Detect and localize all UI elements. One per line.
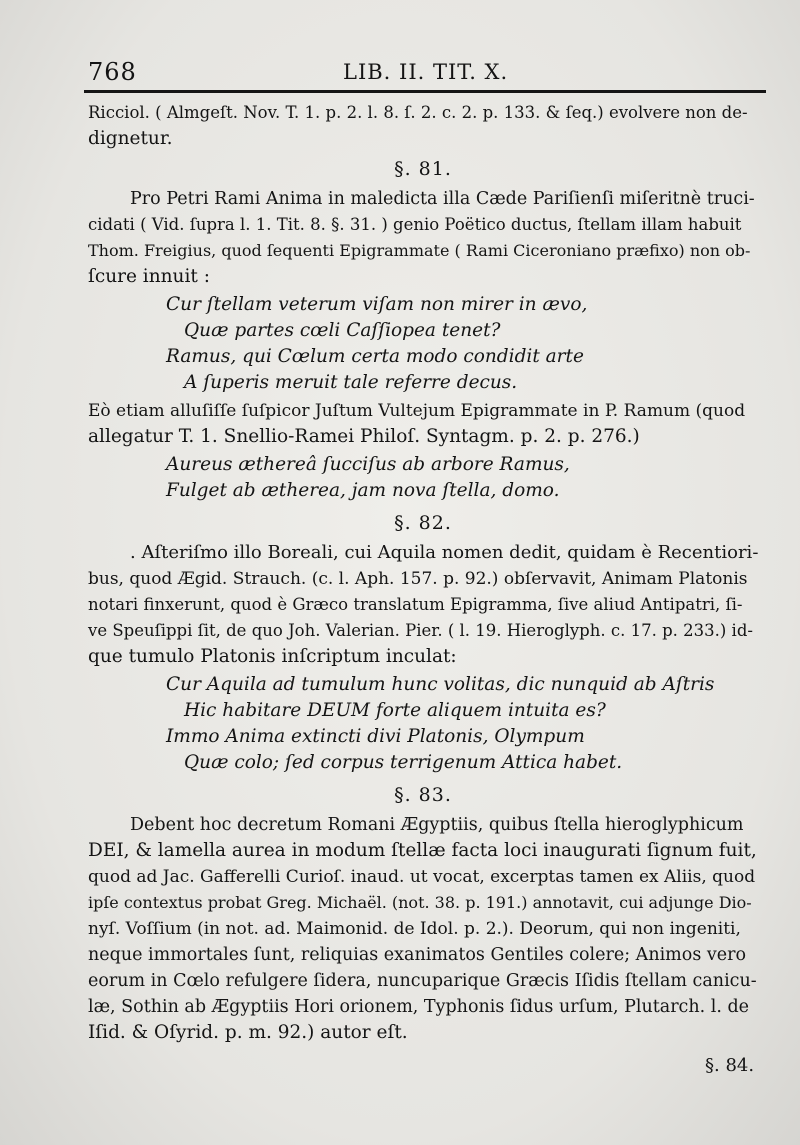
paragraph-81b bbox=[88, 398, 758, 450]
running-title: LIB. II. TIT. X. bbox=[343, 60, 509, 84]
page-number: 768 bbox=[88, 58, 137, 86]
text-line: quod ad Jac. Gafferelli Curioſ. inaud. ut vocat, excerptas tamen ex Aliis, quod bbox=[88, 867, 756, 887]
paragraph-82 bbox=[88, 540, 758, 670]
text-line: Thom. Freigius, quod ſequenti Epigrammate ( Rami Ciceroniano præfixo) non ob- bbox=[88, 241, 751, 260]
text-line: Ricciol. ( Almgeſt. Nov. T. 1. p. 2. l. 8. ſ. 2. c. 2. p. 133. & ſeq.) evolvere non de- bbox=[88, 103, 748, 122]
section-heading-83: §. 83. bbox=[394, 784, 452, 806]
verse-line: A ſuperis meruit tale referre decus. bbox=[184, 372, 518, 393]
text-line: . Aſteriſmo illo Boreali, cui Aquila nomen dedit, quidam è Recentiori- bbox=[130, 542, 759, 563]
text-line: eorum in Cœlo refulgere ſidera, nuncuparique Græcis Iſidis ſtellam canicu- bbox=[88, 971, 757, 991]
verse-line: Immo Anima extincti divi Platonis, Olympum bbox=[166, 726, 585, 747]
header-rule bbox=[84, 90, 766, 93]
text-line: DEI, & lamella aurea in modum ſtellæ facta loci inaugurati ſignum fuit, bbox=[88, 840, 757, 861]
text-line: cidati ( Vid. ſupra l. 1. Tit. 8. §. 31. ) genio Poëtico ductus, ſtellam illam habuit bbox=[88, 215, 742, 234]
paragraph-81 bbox=[88, 186, 758, 290]
verse-line: Quæ partes cœli Caſſiopea tenet? bbox=[184, 320, 501, 341]
text-line: bus, quod Ægid. Strauch. (c. l. Aph. 157. p. 92.) obſervavit, Animam Platonis bbox=[88, 569, 748, 589]
verse-line: Aureus æthereâ ſucciſus ab arbore Ramus, bbox=[166, 454, 570, 475]
text-line: Iſid. & Oſyrid. p. m. 92.) autor eſt. bbox=[88, 1022, 408, 1043]
body-text bbox=[88, 100, 758, 1046]
section-heading-81: §. 81. bbox=[394, 158, 452, 180]
text-line: dignetur. bbox=[88, 128, 173, 149]
text-line: notari finxerunt, quod è Græco translatum Epigramma, ſive aliud Antipatri, ſi- bbox=[88, 595, 743, 614]
paragraph-83 bbox=[88, 812, 758, 1046]
text-line: nyſ. Voſſium (in not. ad. Maimonid. de Idol. p. 2.). Deorum, qui non ingeniti, bbox=[88, 919, 741, 939]
text-line: Debent hoc decretum Romani Ægyptiis, quibus ſtella hieroglyphicum bbox=[130, 815, 744, 835]
text-line: que tumulo Platonis inſcriptum inculat: bbox=[88, 646, 457, 667]
verse-line: Hic habitare DEUM forte aliquem intuita es? bbox=[184, 700, 606, 721]
verse-line: Quæ colo; ſed corpus terrigenum Attica habet. bbox=[184, 752, 623, 773]
text-line: ipſe contextus probat Greg. Michaël. (not. 38. p. 191.) annotavit, cui adjunge Dio- bbox=[88, 893, 752, 912]
text-line: læ, Sothin ab Ægyptiis Hori orionem, Typhonis ſidus urſum, Plutarch. l. de bbox=[88, 997, 750, 1017]
verse-line: Cur Aquila ad tumulum hunc volitas, dic nunquid ab Aſtris bbox=[166, 674, 715, 695]
text-line: ſcure innuit : bbox=[88, 266, 210, 287]
verse-line: Cur ſtellam veterum viſam non mirer in ævo, bbox=[166, 294, 588, 315]
text-line: Pro Petri Rami Anima in maledicta illa Cæde Pariſienſi miſeritnè truci- bbox=[130, 189, 755, 209]
verse-line: Fulget ab ætherea, jam nova ſtella, domo. bbox=[166, 480, 560, 501]
verse-block bbox=[88, 672, 758, 776]
page-header bbox=[88, 58, 763, 86]
verse-block bbox=[88, 452, 758, 504]
verse-block bbox=[88, 292, 758, 396]
text-line: ve Speuſippi ſit, de quo Joh. Valerian. Pier. ( l. 19. Hieroglyph. c. 17. p. 233.) id- bbox=[88, 621, 753, 640]
opening-paragraph bbox=[88, 100, 758, 152]
text-line: Eò etiam alluſiſſe ſuſpicor Juſtum Vultejum Epigrammate in P. Ramum (quod bbox=[88, 401, 746, 421]
verse-line: Ramus, qui Cœlum certa modo condidit arte bbox=[166, 346, 584, 367]
catchword: §. 84. bbox=[705, 1055, 755, 1076]
section-heading-82: §. 82. bbox=[394, 512, 452, 534]
text-line: neque immortales ſunt, reliquias exanimatos Gentiles colere; Animos vero bbox=[88, 945, 747, 965]
text-line: allegatur T. 1. Snellio-Ramei Philoſ. Syntagm. p. 2. p. 276.) bbox=[88, 426, 640, 447]
